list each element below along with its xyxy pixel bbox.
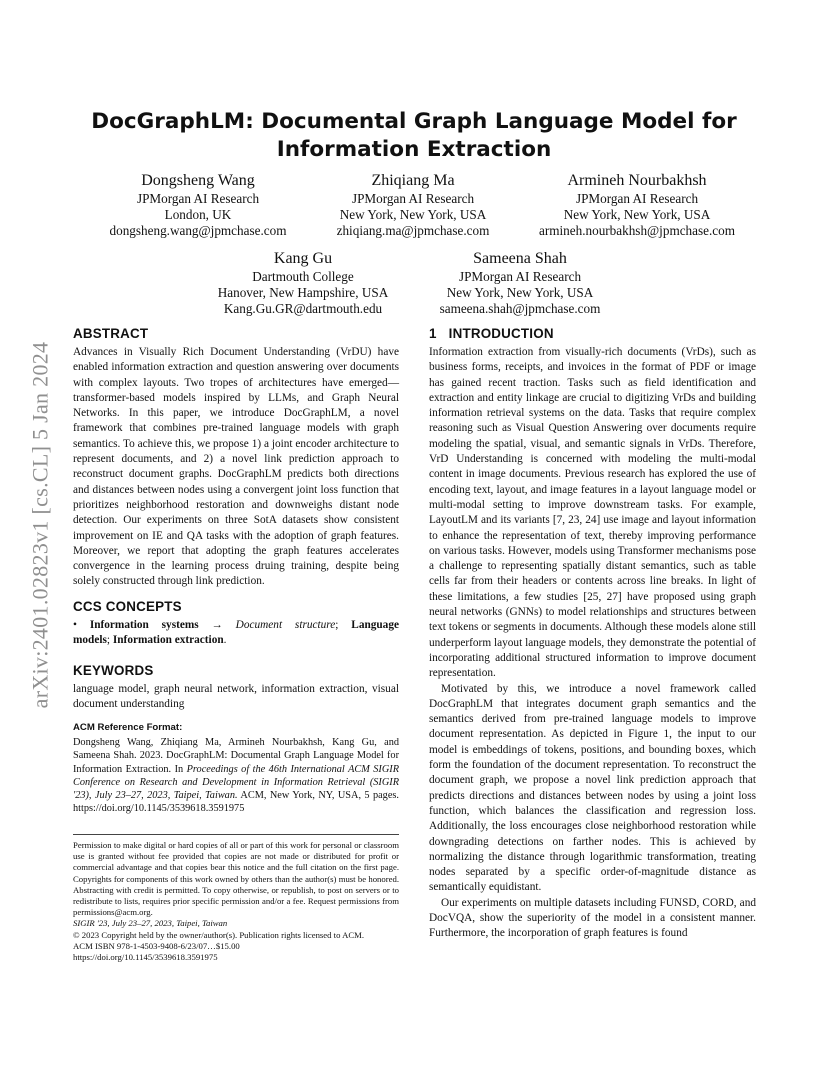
author-email[interactable]: dongsheng.wang@jpmchase.com xyxy=(109,223,287,238)
reference-doi[interactable]: ACM, New York, NY, USA, 5 pages. https://doi.org/10.1145/3539618.3591975 xyxy=(73,790,399,815)
author-block xyxy=(88,171,308,239)
author-name: Dongsheng Wang xyxy=(141,172,255,189)
author-email[interactable]: Kang.Gu.GR@dartmouth.edu xyxy=(223,301,383,316)
author-block xyxy=(420,249,620,317)
reference-text: Dongsheng Wang, Zhiqiang Ma, Armineh Nourbakhsh, Kang Gu, and Sameena Shah. 2023. DocGraphLM: Documental Graph Language Model for Information Extraction. In xyxy=(73,737,399,775)
author-name: Armineh Nourbakhsh xyxy=(567,172,707,189)
ccs-section xyxy=(73,598,399,649)
ccs-term: Information systems xyxy=(89,619,199,631)
footnote-divider xyxy=(73,834,399,835)
acm-reference xyxy=(73,722,399,816)
author-email[interactable]: sameena.shah@jpmchase.com xyxy=(439,301,601,316)
ccs-bullet: • xyxy=(73,619,77,631)
ccs-concepts xyxy=(73,618,399,649)
abstract-section xyxy=(73,325,399,590)
permission-notice: Permission to make digital or hard copies of all or part of this work for personal or classroom use is granted without fee provided that copies are not made or distributed for profit or commercial advantage and that copies bear this notice and the full citation on the first page. Copyrights for components of this work owned by others than the author(s) must be honored. Abstracting with credit is permitted. To copy otherwise, or republish, to post on servers or to redistribute to lists, requires prior specific permission and/or a fee. Request permissions from permissions@acm.org. xyxy=(73,840,399,918)
introduction-section xyxy=(429,325,756,942)
ccs-end: . xyxy=(223,634,227,647)
intro-paragraph: Our experiments on multiple datasets including FUNSD, CORD, and DocVQA, show the superiority of the model in a consistent manner. Furthermore, the incorporation of graph features is found xyxy=(429,896,756,940)
author-location: New York, New York, USA xyxy=(563,207,711,222)
ccs-term: Document structure xyxy=(235,619,336,631)
arxiv-identifier[interactable]: arXiv:2401.02823v1 [cs.CL] 5 Jan 2024 xyxy=(27,341,53,709)
ccs-separator: ; xyxy=(106,634,111,647)
abstract-text: Advances in Visually Rich Document Understanding (VrDU) have enabled information extraction and question answering over documents with complex layouts. Two tropes of architectures have emerged—transformer-based models inspired by LLMs, and Graph Neural Networks. In this paper, we introduce DocGraphLM, a novel framework that combines pre-trained language models with graph semantics. To achieve this, we propose 1) a joint encoder architecture to represent documents, and 2) a novel link prediction approach to reconstruct document graphs. DocGraphLM predicts both directions and distances between nodes using a convergent joint loss function that prioritizes neighborhood restoration and downweighs distant node detection. Our experiments on three SotA datasets show consistent improvement on IE and QA tasks with the adoption of graph features. Moreover, we report that adopting the graph features accelerates convergence in the learning process druing training, despite being solely constructed through link prediction. xyxy=(73,346,399,588)
section-title: INTRODUCTION xyxy=(448,326,554,341)
intro-paragraph: Motivated by this, we introduce a novel framework called DocGraphLM that integrates document graph semantics and the semantics derived from pre-trained language models to improve document representation. As depicted in Figure 1, the input to our model is embeddings of tokens, positions, and bounding boxes, which form the foundation of the document representation. To reconstruct the document graph, we propose a novel link prediction approach that predicts directions and distances between nodes by using a joint loss function, which balances the classification and regression loss. Additionally, the loss encourages close neighborhood restoration while downgrading detections on farther nodes. This is achieved by normalizing the distance through logarithmic transformation, treating nodes separated by a specific order-of-magnitude distance as semantically equidistant. xyxy=(429,682,756,894)
author-block xyxy=(520,171,754,239)
author-location: New York, New York, USA xyxy=(339,207,487,222)
author-location: Hanover, New Hampshire, USA xyxy=(217,285,389,300)
venue-line: SIGIR '23, July 23–27, 2023, Taipei, Taiwan xyxy=(73,918,228,929)
author-affiliation: JPMorgan AI Research xyxy=(351,191,475,206)
author-block xyxy=(200,249,406,317)
title-line: DocGraphLM: Documental Graph Language Model for xyxy=(91,109,737,134)
keywords-heading: KEYWORDS xyxy=(73,663,154,678)
author-location: London, UK xyxy=(164,207,232,222)
arxiv-stamp xyxy=(20,300,60,750)
author-affiliation: JPMorgan AI Research xyxy=(575,191,699,206)
author-location: New York, New York, USA xyxy=(446,285,594,300)
abstract-heading: ABSTRACT xyxy=(73,326,149,341)
author-affiliation: JPMorgan AI Research xyxy=(458,269,582,284)
acm-reference-label: ACM Reference Format: xyxy=(73,722,183,733)
paper-title xyxy=(70,108,758,164)
arrow-icon: → xyxy=(211,619,223,631)
author-name: Sameena Shah xyxy=(473,250,567,267)
title-line: Information Extraction xyxy=(276,137,552,162)
ccs-term: Information extraction xyxy=(112,634,224,647)
copyright-footnote xyxy=(73,840,399,963)
ccs-term: Language models xyxy=(73,619,399,647)
doi-link[interactable]: https://doi.org/10.1145/3539618.3591975 xyxy=(73,952,218,963)
author-email[interactable]: armineh.nourbakhsh@jpmchase.com xyxy=(539,223,735,238)
author-affiliation: Dartmouth College xyxy=(252,269,354,284)
author-name: Zhiqiang Ma xyxy=(371,172,455,189)
author-email[interactable]: zhiqiang.ma@jpmchase.com xyxy=(336,223,490,238)
ccs-separator: ; xyxy=(335,619,339,631)
section-number: 1 xyxy=(429,326,437,341)
intro-paragraph: Information extraction from visually-rich documents (VrDs), such as business forms, receipts, and invoices in the format of PDF or image has gained recent traction. Tasks such as field identification and extraction and entity linkage are crucial to digitizing VrDs and building information retrieval systems on the data. Tasks that require complex reasoning such as Visual Question Answering over documents require modeling the spatial, visual, and semantic signals in VrDs. Therefore, VrD Understanding is concerned with modeling the multi-modal content in image documents. Previous research has explored the use of encoding text, layout, and image features in a layout language model or multi-modal setting to improve downstream tasks. For example, LayoutLM and its variants [7, 23, 24] use image and layout information to enhance the representation of text, thereby improving performance on various tasks. However, models using Transformer mechanisms pose a challenge to representing spatially distant semantics, such as table cells far from their headers or contents across line breaks. In light of these limitations, a few studies [25, 27] have proposed using graph neural networks (GNNs) to model relationships and structures between text tokens or segments in documents. Although these models alone still underperform layout language models, they demonstrate the potential of incorporating additional structured information to improve document representation. xyxy=(429,346,756,680)
keywords-text: language model, graph neural network, information extraction, visual document understanding xyxy=(73,683,399,711)
copyright-line: © 2023 Copyright held by the owner/author(s). Publication rights licensed to ACM. xyxy=(73,929,365,940)
author-block xyxy=(318,171,508,239)
reference-proceedings: Proceedings of the 46th International ACM SIGIR Conference on Research and Development in Information Retrieval (SIGIR '23), July 23–27, 2023, Taipei, Taiwan. xyxy=(73,763,399,802)
keywords-section xyxy=(73,662,399,713)
acm-reference-text xyxy=(73,736,399,816)
author-name: Kang Gu xyxy=(273,250,333,267)
introduction-heading xyxy=(429,325,756,342)
author-affiliation: JPMorgan AI Research xyxy=(136,191,260,206)
ccs-heading: CCS CONCEPTS xyxy=(73,599,182,614)
isbn-line: ACM ISBN 978-1-4503-9408-6/23/07…$15.00 xyxy=(73,940,240,951)
